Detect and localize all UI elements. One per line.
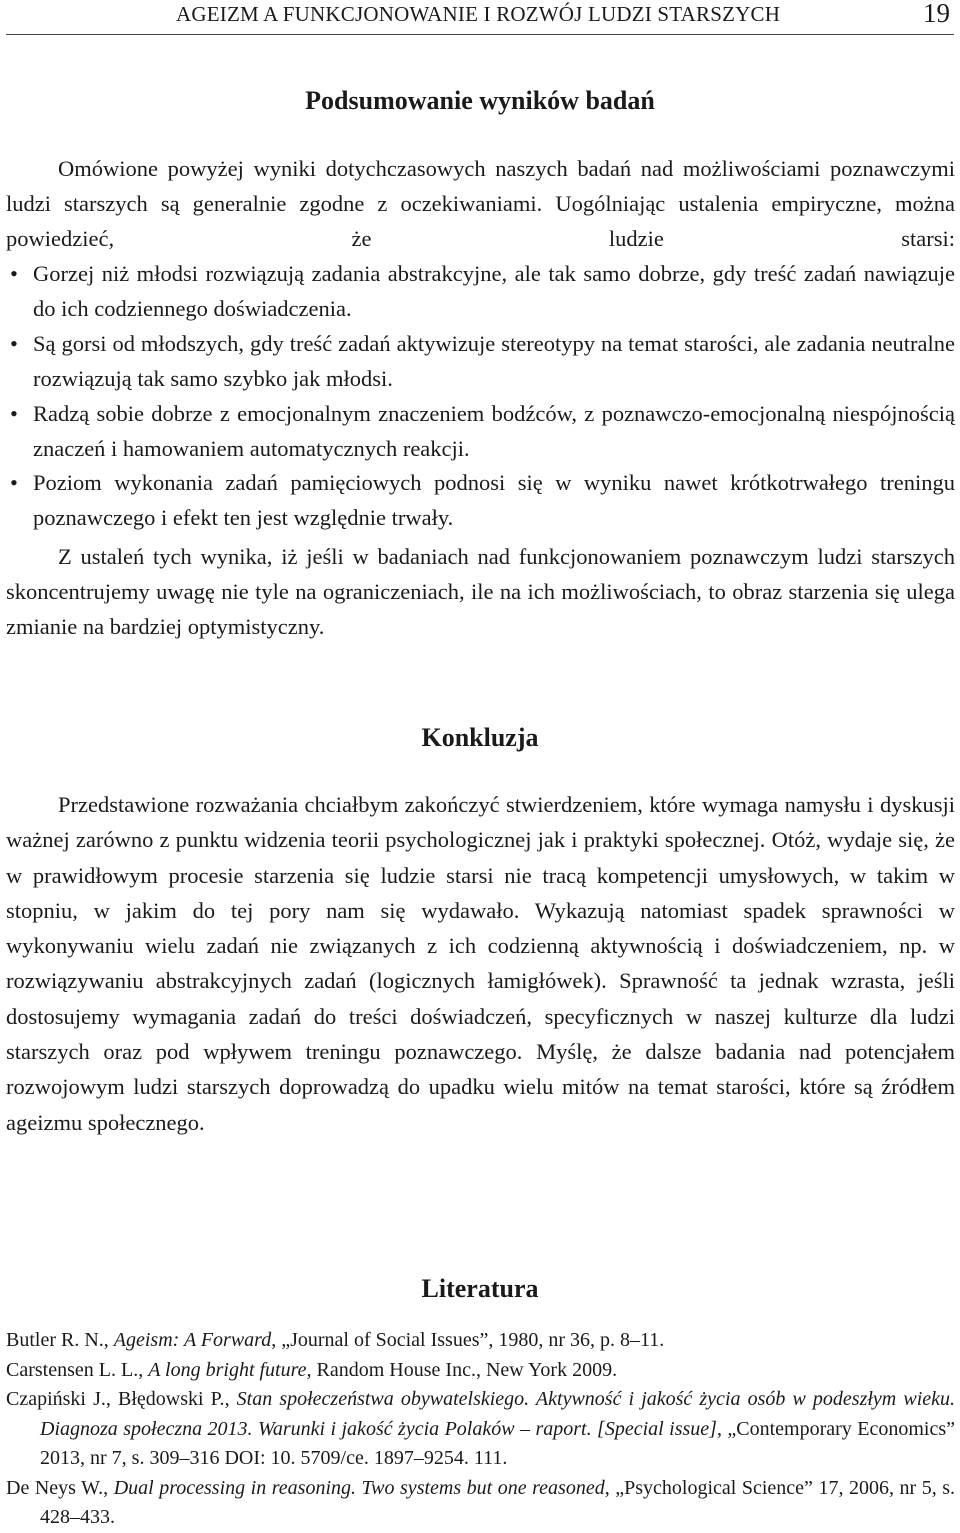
reference-authors: Carstensen L. L. bbox=[6, 1358, 139, 1381]
bullet-marker: • bbox=[10, 470, 18, 496]
reference-separator: , bbox=[103, 1329, 114, 1351]
bullet-marker: • bbox=[10, 261, 18, 286]
list-item-text: Gorzej niż młodsi rozwiązują zadania abstrakcyjne, ale tak samo dobrze, gdy treść zadań nawiązuje do ich codziennego doświadczenia. bbox=[33, 261, 955, 321]
reference-details: Random House Inc., New York 2009. bbox=[311, 1358, 618, 1381]
reference-details: , „Contemporary Economics” 2013, nr 7, s. 309–316 DOI: 10. 5709/ce. 1897–9254. 111. bbox=[40, 1417, 955, 1469]
findings-list bbox=[6, 257, 955, 536]
reference-list bbox=[6, 1326, 955, 1533]
reference-authors: De Neys W. bbox=[6, 1476, 104, 1499]
reference-title: Stan społeczeństwa obywatelskiego. Aktywność i jakość życia osób w podeszłym wieku. Diagnoza społeczna 2013. Warunki i jakość życia Polaków – raport. [Special issue] bbox=[40, 1388, 956, 1440]
reference-item bbox=[6, 1474, 955, 1533]
list-item bbox=[6, 257, 955, 327]
reference-item bbox=[6, 1385, 955, 1474]
list-item-text: Radzą sobie dobrze z emocjonalnym znaczeniem bodźców, z poznawczo-emocjonalną niespójnością znaczeń i hamowaniem automatycznych reakcji. bbox=[33, 400, 955, 461]
running-header bbox=[6, 0, 954, 35]
section-heading-literature: Literatura bbox=[421, 1274, 539, 1303]
conclusion-paragraph: Przedstawione rozważania chciałbym zakończyć stwierdzeniem, które wymaga namysłu i dyskusji ważnej zarówno z punktu widzenia teorii psychologicznej jak i praktyki społecznej. Otóż, wydaje się, że w prawidłowym procesie starzenia się ludzie starsi nie tracą kompetencji umysłowych, w takim w stopniu, w jakim do tej pory nam się wydawało. Wykazują natomiast spadek sprawności w wykonywaniu wielu zadań nie związanych z ich codzienną aktywnością i doświadczeniem, np. w rozwiązywaniu abstrakcyjnych zadań (logicznych łamigłówek). Sprawność ta jednak wzrasta, jeśli dostosujemy wymagania zadań do treści doświadczeń, specyficznych w naszej kulturze dla ludzi starszych oraz pod wpływem treningu poznawczego. Myślę, że dalsze badania nad potencjałem rozwojowym ludzi starszych doprowadzą do upadku wielu mitów na temat starości, które są źródłem ageizmu społecznego. bbox=[6, 792, 955, 1135]
bullet-marker: • bbox=[10, 330, 18, 356]
reference-separator: , bbox=[138, 1358, 149, 1381]
reference-separator: , bbox=[224, 1388, 237, 1410]
reference-title: Dual processing in reasoning. Two systems but one reasoned bbox=[113, 1476, 605, 1499]
reference-separator: , bbox=[103, 1476, 114, 1499]
list-item bbox=[6, 327, 955, 397]
reference-authors: Butler R. N. bbox=[6, 1329, 104, 1351]
section-heading-conclusion: Konkluzja bbox=[421, 723, 539, 752]
list-item-text: Poziom wykonania zadań pamięciowych podnosi się w wyniku nawet krótkotrwałego treningu poznawczego i efekt ten jest względnie trwały. bbox=[33, 470, 955, 531]
bullet-marker: • bbox=[10, 400, 18, 426]
reference-details: , „Psychological Science” 17, 2006, nr 5, s. 428–433. bbox=[40, 1476, 956, 1528]
list-item bbox=[6, 397, 955, 467]
reference-details: , „Journal of Social Issues”, 1980, nr 36, p. 8–11. bbox=[271, 1329, 665, 1351]
section-heading-summary: Podsumowanie wyników badań bbox=[305, 86, 655, 115]
reference-authors: Czapiński J., Błędowski P. bbox=[6, 1388, 225, 1410]
reference-title: Ageism: A Forward bbox=[113, 1329, 272, 1351]
summary-intro-paragraph: Omówione powyżej wyniki dotychczasowych naszych badań nad możliwościami poznawczymi ludzi starszych są generalnie zgodne z oczekiwaniami. Uogólniając ustalenia empiryczne, można powiedzieć, że ludzie starsi: bbox=[6, 156, 955, 251]
running-title: AGEIZM A FUNKCJONOWANIE I ROZWÓJ LUDZI STARSZYCH bbox=[176, 2, 781, 26]
list-item-text: Są gorsi od młodszych, gdy treść zadań aktywizuje stereotypy na temat starości, ale zadania neutralne rozwiązują tak samo szybko jak młodsi. bbox=[33, 330, 955, 391]
reference-title: A long bright future, bbox=[148, 1358, 312, 1381]
reference-item bbox=[6, 1356, 955, 1386]
list-item bbox=[6, 466, 955, 536]
reference-item bbox=[6, 1326, 955, 1356]
summary-closing-paragraph: Z ustaleń tych wynika, iż jeśli w badaniach nad funkcjonowaniem poznawczym ludzi starszych skoncentrujemy uwagę nie tyle na ograniczeniach, ile na ich możliwościach, to obraz starzenia się ulega zmianie na bardziej optymistyczny. bbox=[6, 544, 955, 639]
page-number: 19 bbox=[923, 0, 950, 28]
